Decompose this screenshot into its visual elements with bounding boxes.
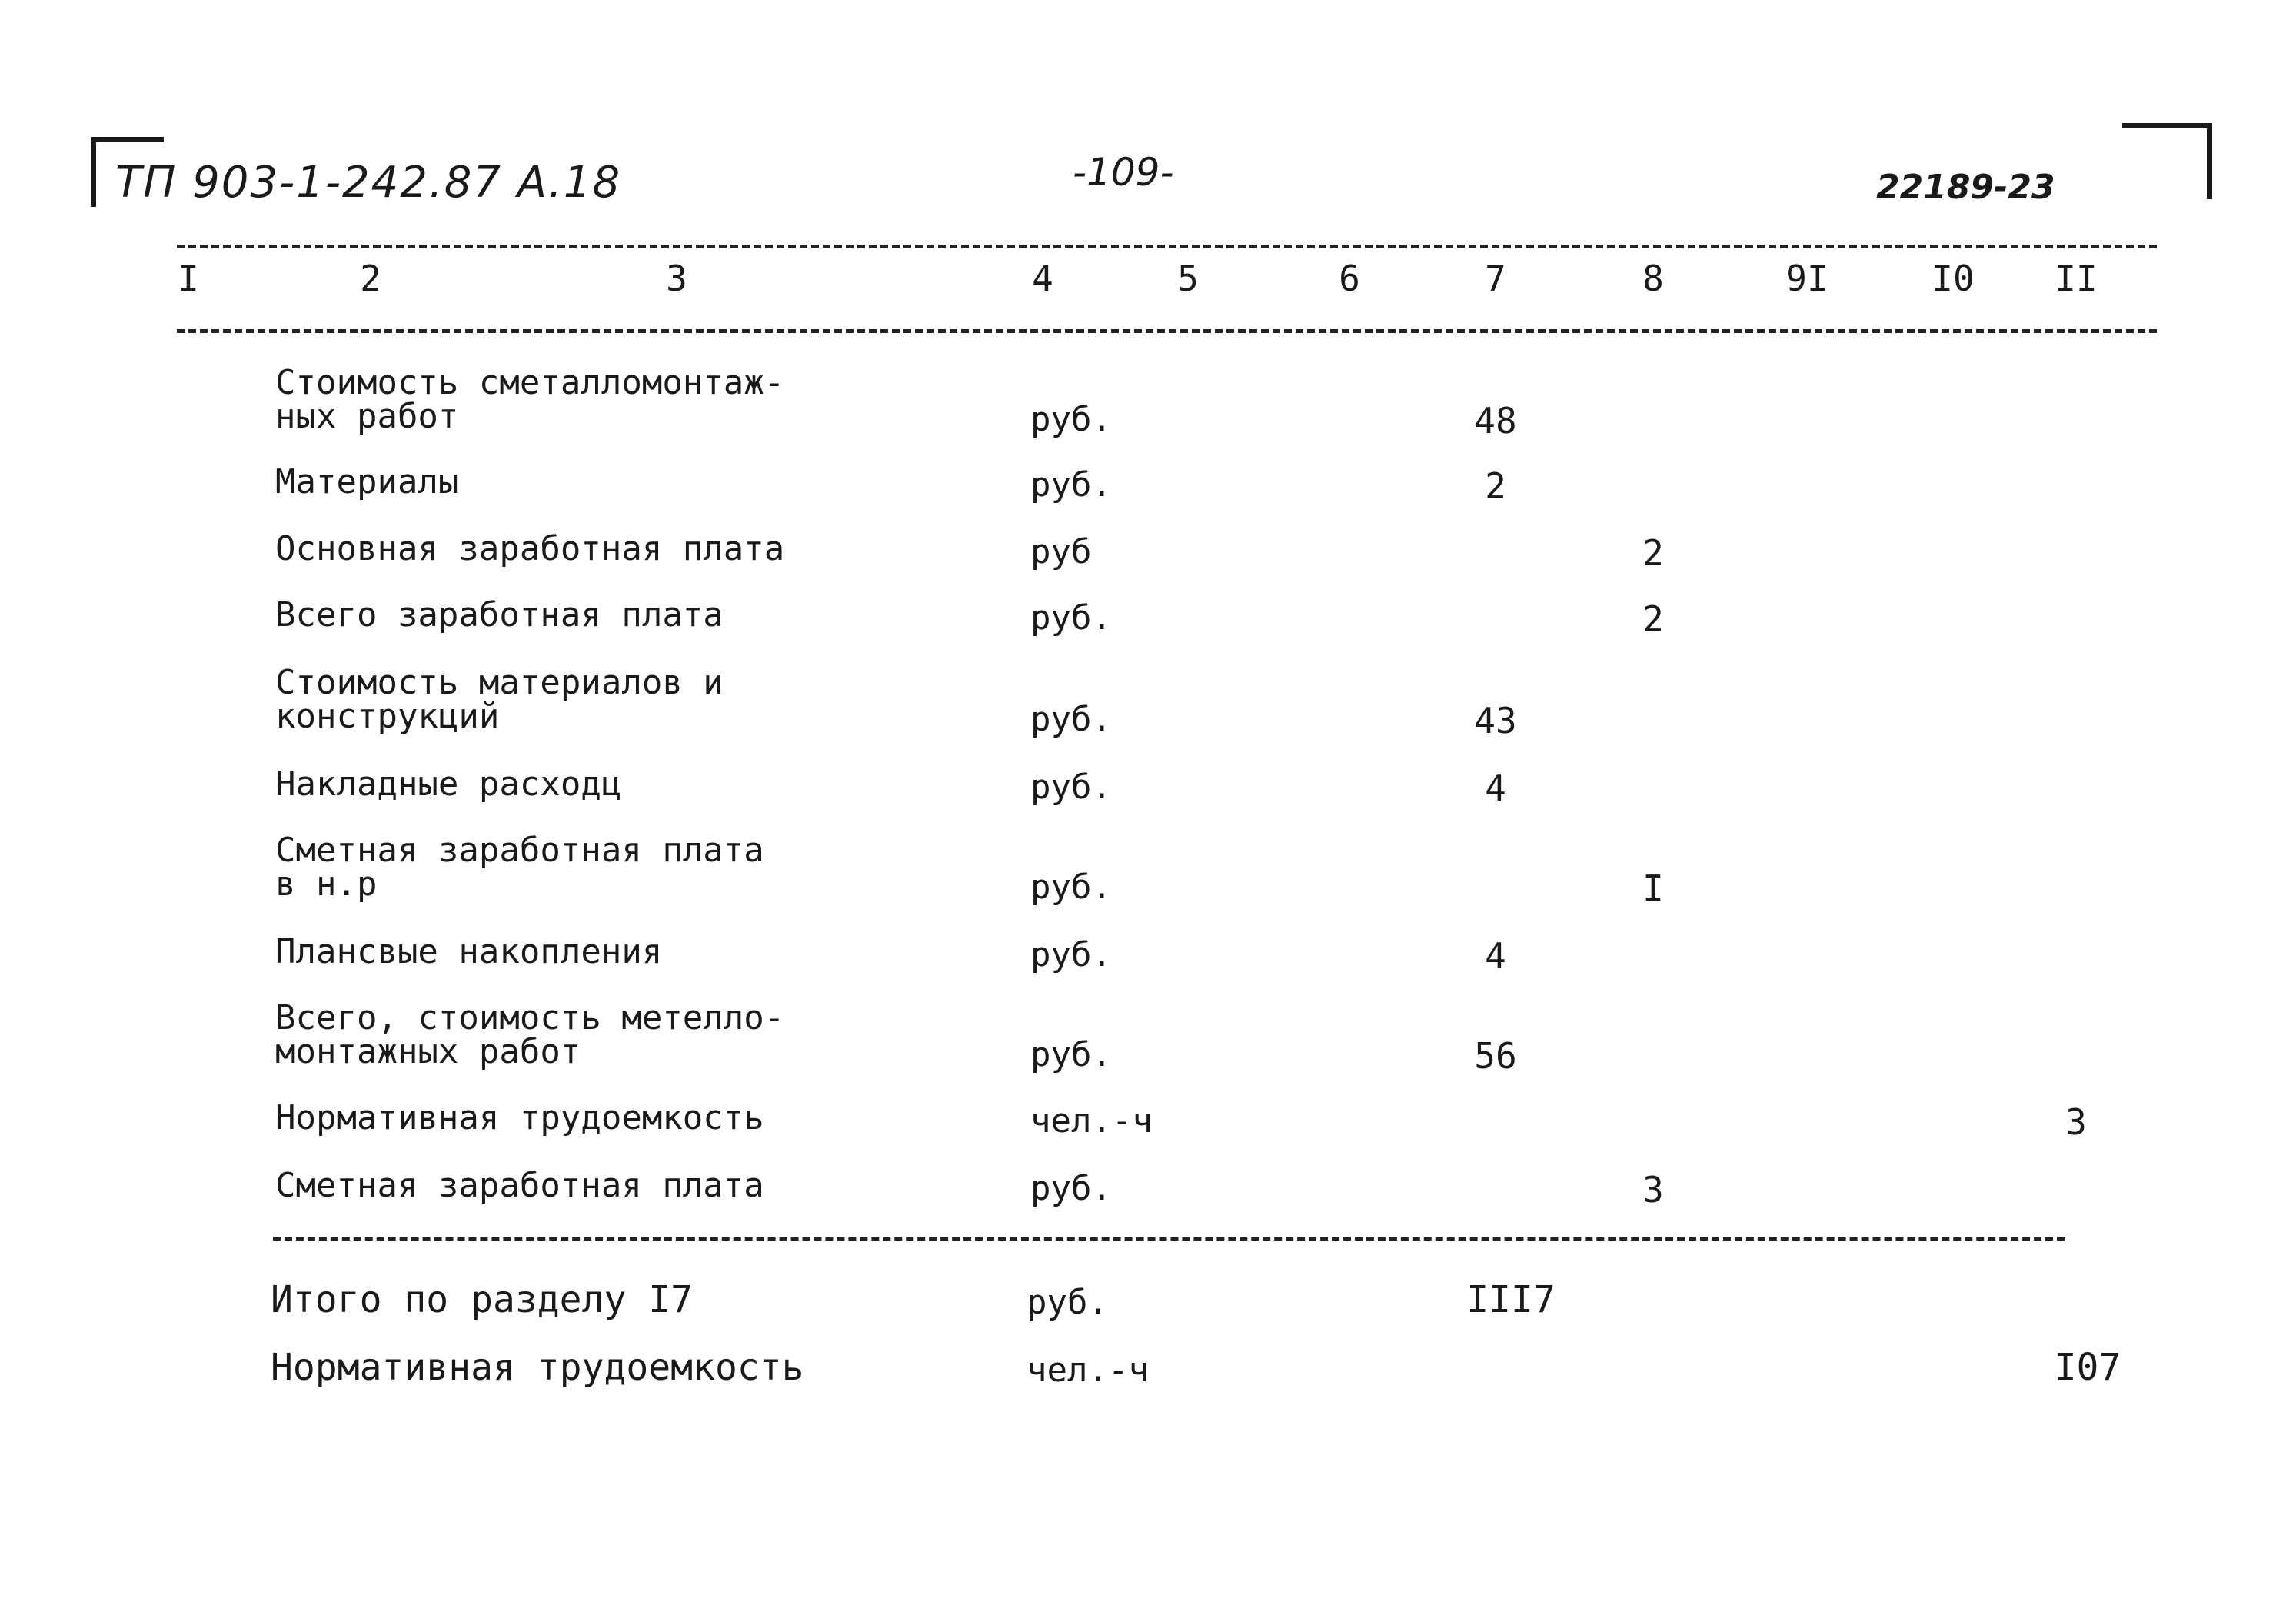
row-label: Стоимость сметалломонтаж- ных работ xyxy=(275,363,785,436)
column-header: 8 xyxy=(1642,258,1664,299)
row-label: Стоимость материалов и конструкций xyxy=(275,663,724,736)
header-rule xyxy=(177,329,2157,333)
row-value: 2 xyxy=(1642,598,1664,640)
sheet-code: 22189-23 xyxy=(1876,168,2055,207)
row-value: 4 xyxy=(1485,935,1506,977)
page-number: -109- xyxy=(1073,150,1174,195)
row-label: Сметная заработная плата в н.р xyxy=(275,831,764,904)
total-value: I07 xyxy=(2054,1346,2121,1389)
row-unit: руб. xyxy=(1030,868,1112,907)
row-label: Всего, стоимость метелло- монтажных работ xyxy=(275,998,785,1071)
row-unit: руб. xyxy=(1030,700,1112,739)
column-header: 9I xyxy=(1785,258,1828,299)
column-header: I xyxy=(178,258,199,299)
row-value: 2 xyxy=(1642,532,1664,574)
row-label: Плансвые накопления xyxy=(275,932,663,971)
row-value: 43 xyxy=(1474,700,1517,741)
row-value: 3 xyxy=(1642,1169,1664,1211)
row-unit: чел.-ч xyxy=(1030,1101,1153,1141)
total-value: III7 xyxy=(1466,1278,1556,1321)
total-label: Нормативная трудоемкость xyxy=(271,1346,804,1389)
document-code: ТП 903-1-242.87 А.18 xyxy=(115,158,622,208)
column-header: 7 xyxy=(1485,258,1506,299)
row-unit: руб. xyxy=(1030,400,1112,439)
row-unit: руб. xyxy=(1030,768,1112,807)
row-unit: руб. xyxy=(1030,935,1112,974)
row-unit: руб. xyxy=(1030,598,1112,638)
row-label: Накладные расходц xyxy=(275,764,622,804)
column-header: 3 xyxy=(666,258,687,299)
column-header: I0 xyxy=(1932,258,1975,299)
row-label: Основная заработная плата xyxy=(275,529,785,568)
row-value: 3 xyxy=(2065,1101,2087,1143)
total-label: Итого по разделу I7 xyxy=(271,1278,694,1321)
row-label: Материалы xyxy=(275,462,459,501)
corner-mark-right xyxy=(2122,123,2212,199)
top-rule xyxy=(177,245,2157,248)
total-unit: руб. xyxy=(1027,1283,1108,1322)
row-value: 2 xyxy=(1485,465,1506,507)
row-label: Сметная заработная плата xyxy=(275,1166,764,1205)
row-unit: руб xyxy=(1030,532,1092,571)
row-unit: руб. xyxy=(1030,1169,1112,1208)
row-unit: руб. xyxy=(1030,1035,1112,1074)
column-header: 2 xyxy=(360,258,381,299)
row-label: Всего заработная плата xyxy=(275,595,724,634)
column-header: 6 xyxy=(1339,258,1360,299)
total-unit: чел.-ч xyxy=(1027,1351,1149,1390)
totals-rule xyxy=(273,1237,2065,1241)
column-header: II xyxy=(2055,258,2098,299)
row-label: Нормативная трудоемкость xyxy=(275,1098,764,1137)
column-header: 5 xyxy=(1177,258,1199,299)
row-value: 48 xyxy=(1474,400,1517,441)
row-unit: руб. xyxy=(1030,465,1112,505)
column-header: 4 xyxy=(1032,258,1053,299)
row-value: 4 xyxy=(1485,768,1506,809)
row-value: I xyxy=(1642,868,1664,909)
row-value: 56 xyxy=(1474,1035,1517,1077)
